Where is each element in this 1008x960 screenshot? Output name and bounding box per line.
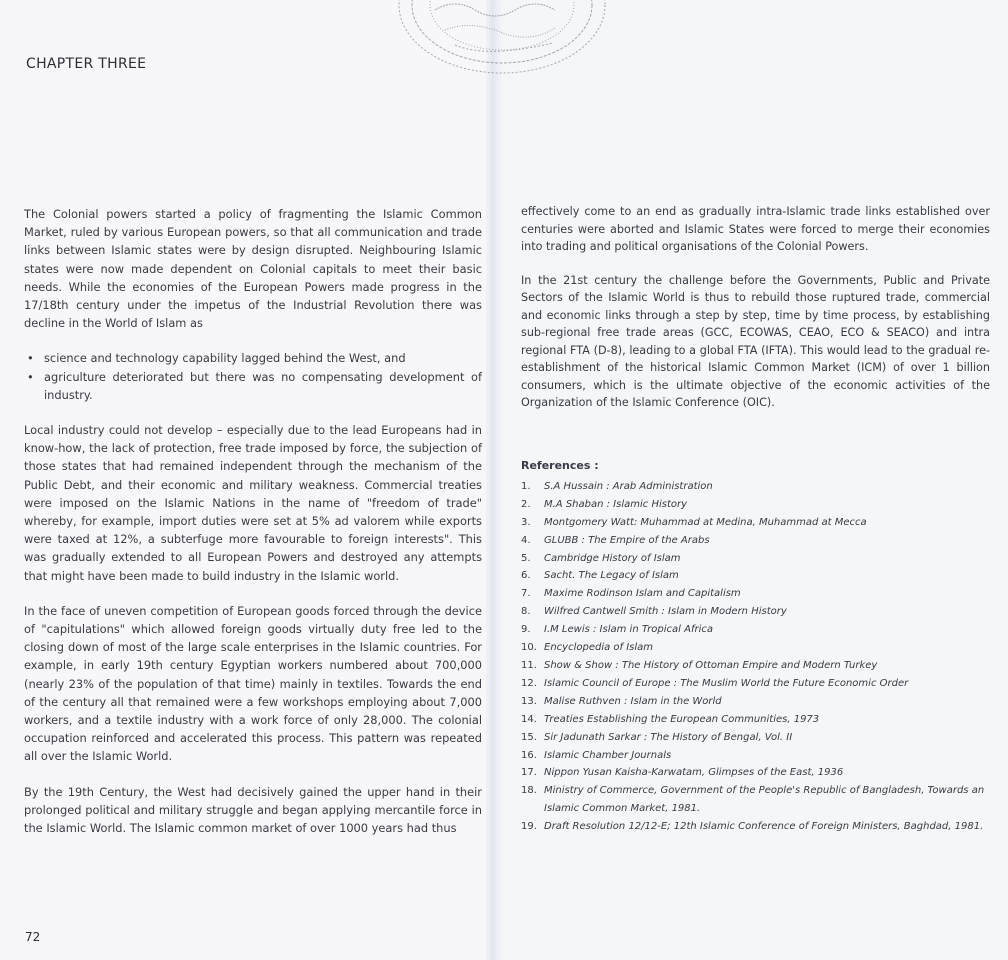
- reference-item: [521, 532, 990, 550]
- reference-text: Maxime Rodinson Islam and Capitalism: [544, 588, 741, 600]
- reference-item: [521, 639, 990, 657]
- paragraph: In the 21st century the challenge before the Governments, Public and Private Sectors of the Islamic World is thus to rebuild those ruptured trade, commercial and economic links through a step by step, time by time process, by establishing sub-regional free trade areas (GCC, ECOWAS, CEAO, ECO & SEACO) and intra regional FTA (D-8), leading to a global FTA (IFTA). This would lead to the gradual re-establishment of the historical Islamic Common Market (ICM) of over 1 billion consumers, which is the ultimate objective of the economic activities of the Organization of the Islamic Conference (OIC).: [521, 273, 990, 409]
- reference-text: Encyclopedia of Islam: [544, 642, 654, 654]
- reference-number: 10.: [521, 642, 537, 654]
- paragraph: Local industry could not develop – especially due to the lead Europeans had in know-how, the lack of protection, free trade imposed by force, the subjection of those states that had remained independent through the mechanism of the Public Debt, and their economic and military weakness. Commercial treaties were imposed on the Islamic Nations in the name of "freedom of trade" whereby, for example, import duties were set at 5% ad valorem while exports were taxed at 12%, a subterfuge more favourable to foreign interests". This was gradually extended to all European Powers and destroyed any attempts that might have been made to build industry in the Islamic world.: [24, 423, 482, 583]
- reference-number: 4.: [521, 534, 531, 546]
- reference-item: [521, 657, 990, 675]
- reference-item: [521, 818, 990, 836]
- reference-item: [521, 514, 990, 532]
- paragraph: The Colonial powers started a policy of fragmenting the Islamic Common Market, ruled by various European powers, so that all communication and trade links between Islamic states were by design disrupted. Neighbouring Islamic states were now made dependent on Colonial capitals to meet their basic needs. While the economies of the European Powers made progress in the 17/18th century under the impetus of the Industrial Revolution there was decline in the World of Islam as: [24, 207, 482, 331]
- bullet-item: • science and technology capability lagged behind the West, and: [24, 349, 482, 367]
- reference-item: [521, 550, 990, 568]
- reference-text: Ministry of Commerce, Government of the People's Republic of Bangladesh, Towards an Islamic Common Market, 1981.: [544, 785, 985, 815]
- reference-number: 12.: [521, 677, 537, 689]
- reference-text: Show & Show : The History of Ottoman Empire and Modern Turkey: [544, 659, 878, 671]
- reference-item: [521, 782, 990, 818]
- reference-text: GLUBB : The Empire of the Arabs: [544, 534, 710, 546]
- reference-text: Malise Ruthven : Islam in the World: [544, 695, 722, 707]
- reference-number: 5.: [521, 552, 531, 564]
- left-text-column: [24, 205, 482, 854]
- reference-item: [521, 603, 990, 621]
- reference-item: [521, 747, 990, 765]
- reference-item: [521, 729, 990, 747]
- reference-text: Wilfred Cantwell Smith : Islam in Modern History: [544, 606, 787, 618]
- reference-text: Montgomery Watt: Muhammad at Medina, Muhammad at Mecca: [544, 516, 867, 528]
- reference-number: 16.: [521, 749, 537, 761]
- page-number: 72: [25, 930, 41, 944]
- reference-number: 18.: [521, 785, 537, 797]
- reference-number: 13.: [521, 695, 537, 707]
- references-heading: References :: [521, 459, 599, 472]
- reference-number: 19.: [521, 821, 537, 833]
- paragraph: effectively come to an end as gradually intra-Islamic trade links established over centuries were aborted and Islamic States were forced to merge their economies into trading and political organisations of the Colonial Powers.: [521, 205, 990, 253]
- reference-item: [521, 496, 990, 514]
- reference-item: [521, 675, 990, 693]
- reference-number: 6.: [521, 570, 531, 582]
- reference-number: 9.: [521, 624, 531, 636]
- reference-item: [521, 585, 990, 603]
- reference-number: 17.: [521, 767, 537, 779]
- reference-number: 14.: [521, 713, 537, 725]
- reference-item: [521, 764, 990, 782]
- reference-number: 2.: [521, 498, 531, 510]
- reference-item: [521, 693, 990, 711]
- reference-text: Draft Resolution 12/12-E; 12th Islamic Conference of Foreign Ministers, Baghdad, 1981.: [544, 821, 984, 833]
- reference-item: [521, 567, 990, 585]
- reference-text: Cambridge History of Islam: [544, 552, 681, 564]
- paragraph: By the 19th Century, the West had decisively gained the upper hand in their prolonged political and military struggle and began applying mercantile force in the Islamic World. The Islamic common market of over 1000 years had thus: [24, 784, 482, 836]
- reference-text: Nippon Yusan Kaisha-Karwatam, Glimpses of the East, 1936: [544, 767, 844, 779]
- bullet-item: • agriculture deteriorated but there was no compensating development of industry.: [24, 368, 482, 404]
- right-text-column: [521, 203, 990, 428]
- reference-item: [521, 621, 990, 639]
- reference-text: Sir Jadunath Sarkar : The History of Bengal, Vol. II: [544, 731, 793, 743]
- reference-text: I.M Lewis : Islam in Tropical Africa: [544, 624, 713, 636]
- reference-number: 3.: [521, 516, 531, 528]
- reference-number: 1.: [521, 480, 531, 492]
- references-list: [521, 478, 990, 836]
- reference-text: Islamic Council of Europe : The Muslim World the Future Economic Order: [544, 677, 909, 689]
- references-section: [521, 457, 990, 836]
- paragraph: In the face of uneven competition of European goods forced through the device of "capitulations" which allowed foreign goods virtually duty free led to the closing down of most of the large scale enterprises in the Islamic countries. For example, in early 19th century Egyptian workers numbered about 700,000 (nearly 23% of the population of that time) mainly in textiles. Towards the end of the century all that remained were a few workshops employing about 7,000 workers, and a textile industry with a work force of only 28,000. The colonial occupation reinforced and accelerated this process. This pattern was repeated all over the Islamic World.: [24, 603, 482, 764]
- reference-number: 7.: [521, 588, 531, 600]
- reference-text: Sacht. The Legacy of Islam: [544, 570, 679, 582]
- reference-text: Treaties Establishing the European Communities, 1973: [544, 713, 820, 725]
- bullet-list: [24, 349, 482, 404]
- reference-number: 11.: [521, 659, 537, 671]
- chapter-title: CHAPTER THREE: [26, 56, 147, 72]
- reference-text: M.A Shaban : Islamic History: [544, 498, 688, 510]
- reference-number: 8.: [521, 606, 531, 618]
- reference-text: S.A Hussain : Arab Administration: [544, 480, 713, 492]
- book-gutter: [486, 0, 502, 960]
- reference-item: [521, 478, 990, 496]
- reference-text: Islamic Chamber Journals: [544, 749, 672, 761]
- reference-item: [521, 711, 990, 729]
- reference-number: 15.: [521, 731, 537, 743]
- stamp-seal-icon: [395, 0, 610, 75]
